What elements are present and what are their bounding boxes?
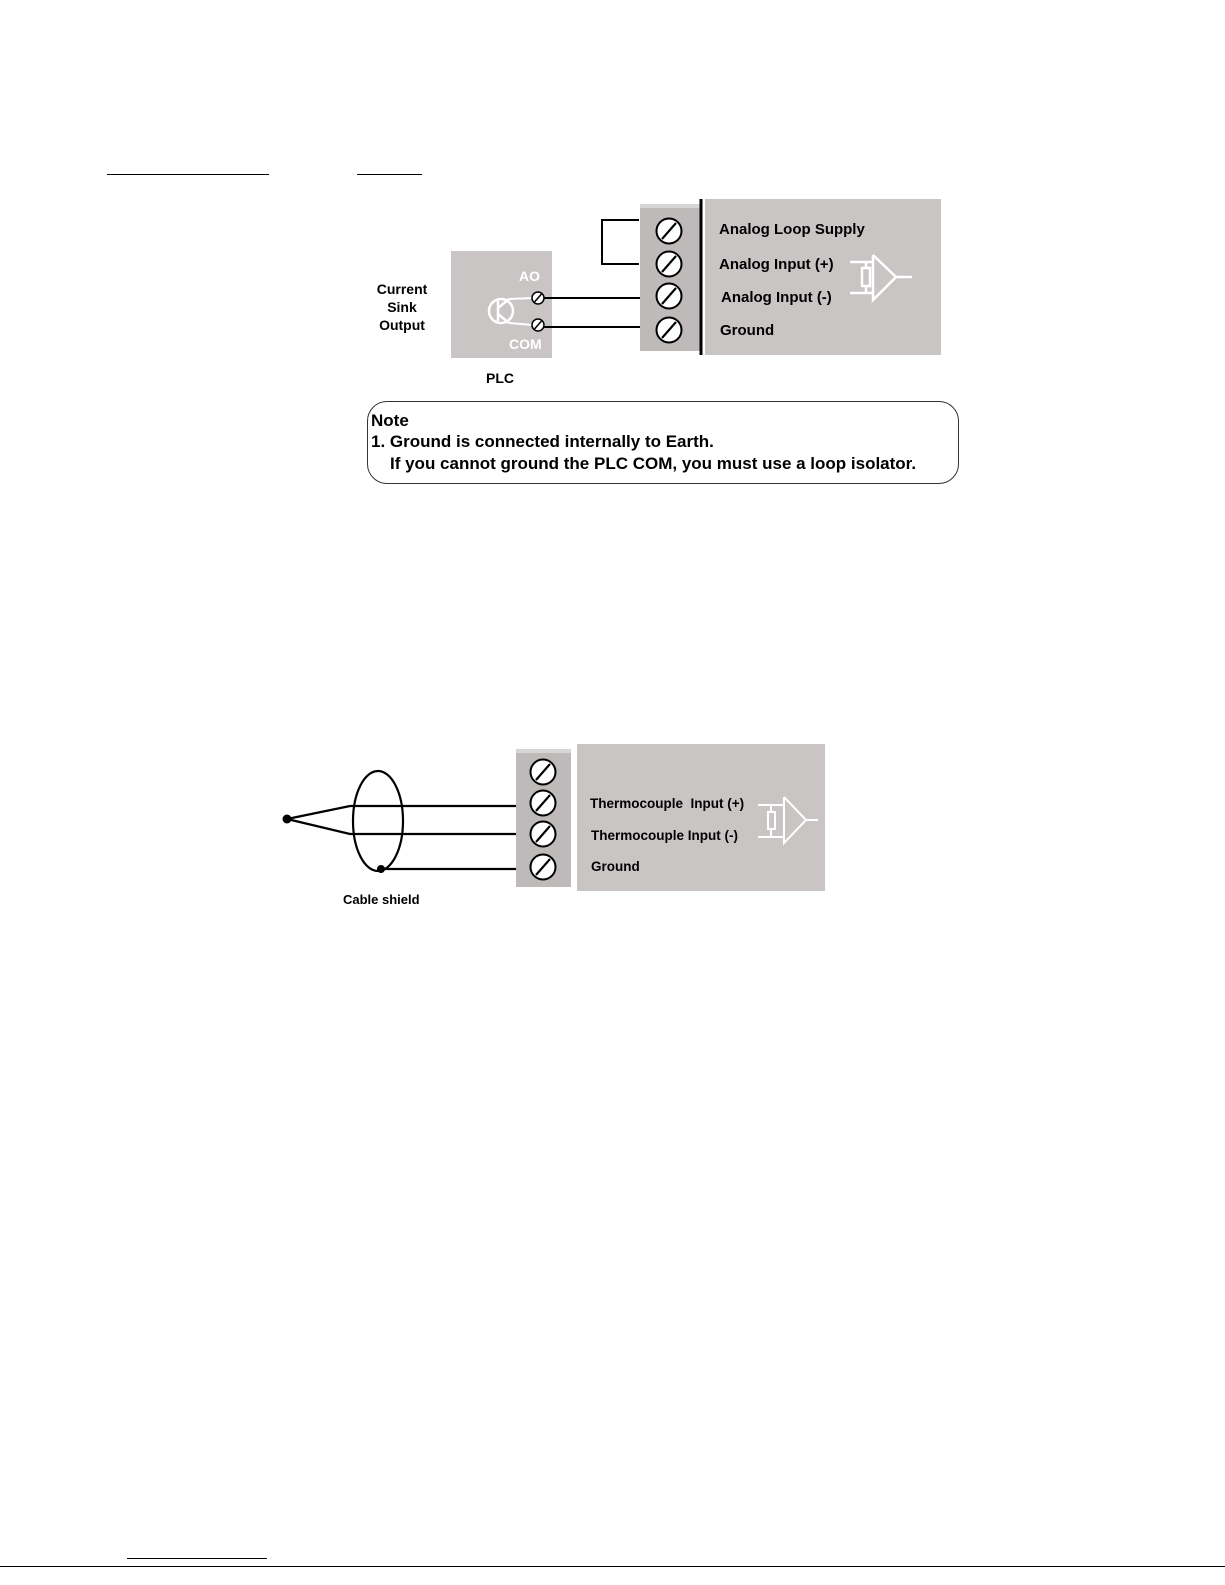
loop-jumper-wire bbox=[602, 220, 639, 264]
plc-output-label-line: Current bbox=[376, 281, 428, 297]
terminal-label-loop-supply: Analog Loop Supply bbox=[719, 221, 865, 238]
screw-terminal-icon bbox=[657, 284, 682, 309]
screw-terminal-icon bbox=[531, 822, 556, 847]
plc-output-label-line: Output bbox=[379, 317, 425, 333]
screw-terminal-icon bbox=[532, 319, 544, 331]
plc-com-label: COM bbox=[509, 336, 542, 352]
screw-terminal-icon bbox=[532, 292, 544, 304]
screw-terminal-icon bbox=[531, 760, 556, 785]
terminal-label-ground: Ground bbox=[720, 322, 775, 339]
thermocouple-diagram bbox=[283, 744, 826, 891]
cable-shield-icon bbox=[353, 771, 403, 871]
note-line-1: 1. Ground is connected internally to Earth. bbox=[371, 432, 714, 451]
thermocouple-junction-icon bbox=[283, 806, 517, 834]
plc-output-label bbox=[370, 280, 434, 334]
cable-shield-label: Cable shield bbox=[343, 892, 420, 907]
screw-terminal-icon bbox=[531, 855, 556, 880]
plc-output-label-line: Sink bbox=[387, 299, 417, 315]
plc-label: PLC bbox=[486, 370, 514, 386]
terminal-label-input-minus: Analog Input (-) bbox=[721, 289, 832, 306]
screw-terminal-icon bbox=[657, 252, 682, 277]
note-title: Note bbox=[371, 411, 409, 430]
plc-ao-label: AO bbox=[519, 268, 540, 284]
terminal-label-tc-minus: Thermocouple Input (-) bbox=[591, 828, 738, 843]
screw-terminal-icon bbox=[657, 318, 682, 343]
screw-terminal-icon bbox=[657, 219, 682, 244]
terminal-label-tc-ground: Ground bbox=[591, 859, 640, 874]
terminal-label-input-plus: Analog Input (+) bbox=[719, 256, 834, 273]
screw-terminal-icon bbox=[531, 791, 556, 816]
footer-link-underline[interactable] bbox=[127, 1558, 267, 1559]
terminal-label-tc-plus: Thermocouple Input (+) bbox=[590, 796, 745, 811]
footer-rule bbox=[0, 1566, 1225, 1567]
note-line-2: If you cannot ground the PLC COM, you must use a loop isolator. bbox=[390, 454, 917, 473]
